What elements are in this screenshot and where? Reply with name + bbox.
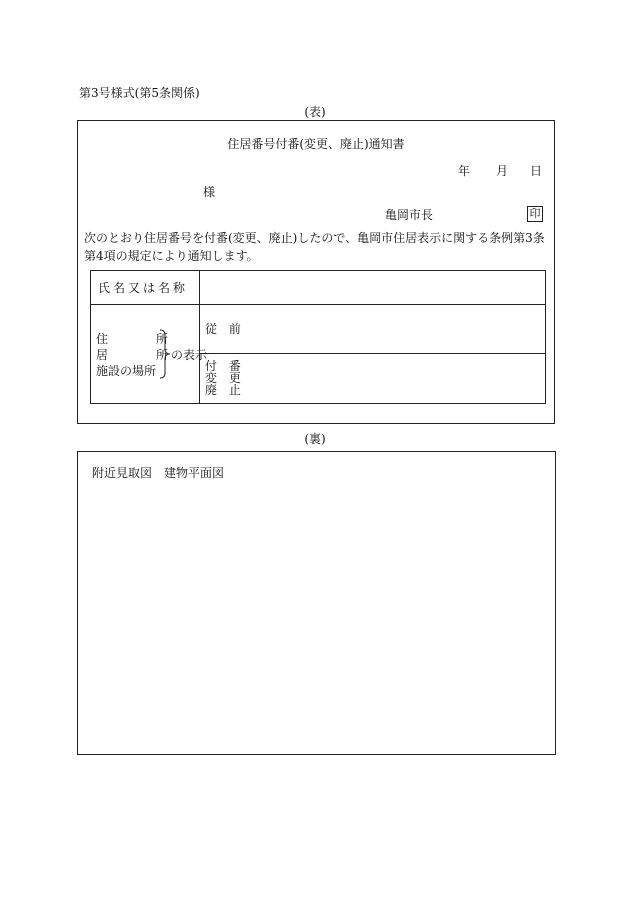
curly-brace-icon (159, 329, 171, 379)
name-label-cell: 氏名又は名称 (98, 281, 189, 295)
front-side-label: (表) (304, 105, 326, 119)
issuer-name: 亀岡市長 (385, 208, 434, 222)
action-abolish-label: 廃 止 (205, 383, 245, 397)
address-row-2 (96, 349, 168, 361)
address-row-1 (96, 333, 168, 345)
addressee-suffix: 様 (203, 185, 216, 199)
address-row-1-left: 住 (96, 332, 109, 346)
action-assign-label: 付 番 (205, 359, 245, 373)
info-table (90, 270, 546, 404)
prior-label: 従 前 (205, 322, 245, 336)
back-side-label: (裏) (304, 432, 326, 446)
front-form-box (77, 120, 555, 424)
address-row-3 (96, 365, 156, 377)
back-form-box (77, 451, 556, 755)
form-number-label: 第3号様式(第5条関係) (79, 86, 200, 100)
document-title: 住居番号付番(変更、廃止)通知書 (227, 137, 405, 151)
seal-stamp-box: 印 (527, 206, 543, 222)
address-row-2-right: 所 (156, 348, 169, 362)
date-day-label: 日 (530, 164, 543, 178)
date-month-label: 月 (496, 164, 509, 178)
display-label: の表示 (171, 348, 208, 362)
address-row-3-left: 施設の場所 (96, 364, 157, 378)
action-change-label: 変 更 (205, 371, 245, 385)
address-row-2-left: 居 (96, 348, 109, 362)
address-row-1-right: 所 (156, 332, 169, 346)
notice-body-text: 次のとおり住居番号を付番(変更、廃止)したので、亀岡市住居表示に関する条例第3条第4項の規定により通知します。 (84, 231, 545, 263)
map-floorplan-caption: 附近見取図 建物平面図 (92, 466, 225, 480)
date-year-label: 年 (458, 164, 471, 178)
table-subrow-divider (199, 353, 545, 354)
table-row-divider (91, 304, 545, 305)
table-vertical-divider (199, 271, 200, 403)
